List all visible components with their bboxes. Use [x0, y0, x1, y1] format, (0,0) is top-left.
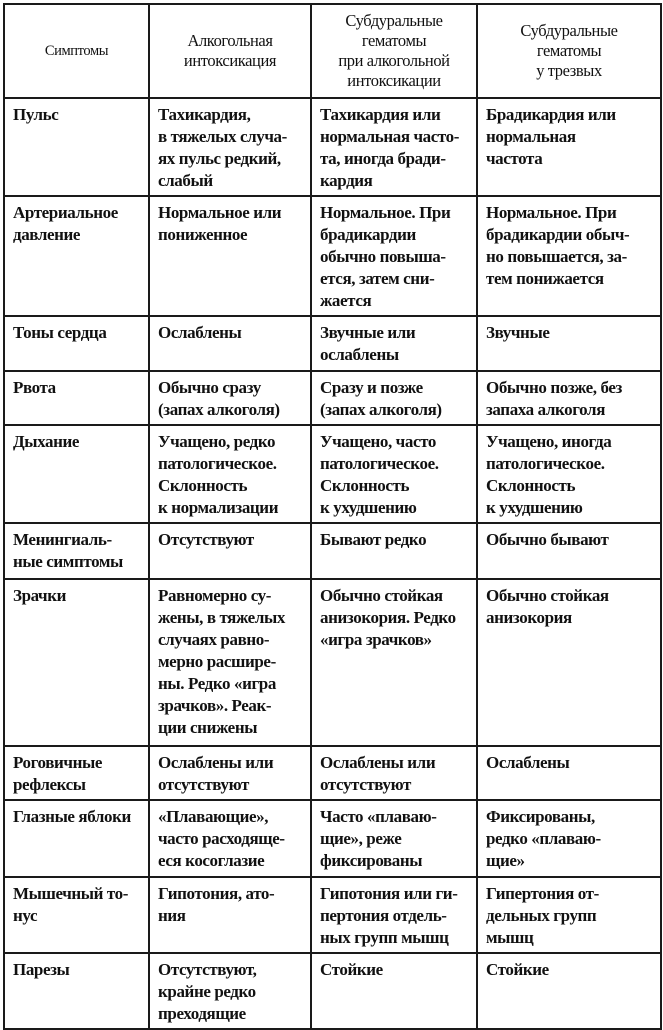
- header-subdural-alcohol: Субдуральные гематомы при алкогольной интоксикации: [311, 4, 477, 98]
- alcohol-cell: Равномерно су- жены, в тяжелых случаях равно- мерно расшире- ны. Редко «игра зрачков». Реак- ции снижены: [149, 579, 311, 746]
- subdural-alcohol-cell: Гипотония или ги- пертония отдель- ных групп мышц: [311, 877, 477, 953]
- header-row: [4, 4, 661, 98]
- subdural-alcohol-cell: Звучные или ослаблены: [311, 316, 477, 371]
- subdural-alcohol-cell: Учащено, часто патологическое. Склонность к ухудшению: [311, 425, 477, 523]
- symptom-cell: Роговичные рефлексы: [4, 746, 149, 800]
- symptom-cell: Глазные яблоки: [4, 800, 149, 877]
- subdural-sober-cell: Брадикардия или нормальная частота: [477, 98, 661, 196]
- subdural-sober-cell: Обычно бывают: [477, 523, 661, 579]
- subdural-alcohol-cell: Бывают редко: [311, 523, 477, 579]
- symptom-cell: Парезы: [4, 953, 149, 1029]
- table-row: [4, 800, 661, 877]
- subdural-alcohol-cell: Ослаблены или отсутствуют: [311, 746, 477, 800]
- table-row: [4, 523, 661, 579]
- table-row: [4, 746, 661, 800]
- symptom-cell: Мышечный то- нус: [4, 877, 149, 953]
- subdural-alcohol-cell: Стойкие: [311, 953, 477, 1029]
- alcohol-cell: Отсутствуют, крайне редко преходящие: [149, 953, 311, 1029]
- alcohol-cell: Обычно сразу (запах алкоголя): [149, 371, 311, 425]
- symptom-cell: Менингиаль- ные симптомы: [4, 523, 149, 579]
- alcohol-cell: Ослаблены: [149, 316, 311, 371]
- subdural-alcohol-cell: Нормальное. При брадикардии обычно повыша- ется, затем сни- жается: [311, 196, 477, 316]
- subdural-alcohol-cell: Тахикардия или нормальная часто- та, иногда бради- кардия: [311, 98, 477, 196]
- table-row: [4, 371, 661, 425]
- alcohol-cell: Нормальное или пониженное: [149, 196, 311, 316]
- alcohol-cell: «Плавающие», часто расходяще- еся косоглазие: [149, 800, 311, 877]
- header-subdural-sober: Субдуральные гематомы у трезвых: [477, 4, 661, 98]
- subdural-sober-cell: Стойкие: [477, 953, 661, 1029]
- table-row: [4, 316, 661, 371]
- subdural-sober-cell: Обычно позже, без запаха алкоголя: [477, 371, 661, 425]
- subdural-sober-cell: Обычно стойкая анизокория: [477, 579, 661, 746]
- alcohol-cell: Отсутствуют: [149, 523, 311, 579]
- alcohol-cell: Гипотония, ато- ния: [149, 877, 311, 953]
- symptom-cell: Зрачки: [4, 579, 149, 746]
- table-row: [4, 98, 661, 196]
- symptoms-table: [3, 3, 662, 1030]
- alcohol-cell: Ослаблены или отсутствуют: [149, 746, 311, 800]
- subdural-sober-cell: Фиксированы, редко «плаваю- щие»: [477, 800, 661, 877]
- table-row: [4, 425, 661, 523]
- header-alcohol-intoxication: Алкогольная интоксикация: [149, 4, 311, 98]
- table-row: [4, 953, 661, 1029]
- header-symptoms: Симптомы: [4, 4, 149, 98]
- symptom-cell: Тоны сердца: [4, 316, 149, 371]
- subdural-alcohol-cell: Часто «плаваю- щие», реже фиксированы: [311, 800, 477, 877]
- symptom-cell: Дыхание: [4, 425, 149, 523]
- subdural-alcohol-cell: Сразу и позже (запах алкоголя): [311, 371, 477, 425]
- alcohol-cell: Тахикардия, в тяжелых случа- ях пульс редкий, слабый: [149, 98, 311, 196]
- symptom-cell: Артериальное давление: [4, 196, 149, 316]
- table-row: [4, 877, 661, 953]
- alcohol-cell: Учащено, редко патологическое. Склонность к нормализации: [149, 425, 311, 523]
- table-row: [4, 579, 661, 746]
- subdural-sober-cell: Ослаблены: [477, 746, 661, 800]
- subdural-sober-cell: Звучные: [477, 316, 661, 371]
- subdural-sober-cell: Учащено, иногда патологическое. Склонность к ухудшению: [477, 425, 661, 523]
- subdural-sober-cell: Нормальное. При брадикардии обыч- но повышается, за- тем понижается: [477, 196, 661, 316]
- subdural-sober-cell: Гипертония от- дельных групп мышц: [477, 877, 661, 953]
- symptom-cell: Рвота: [4, 371, 149, 425]
- table-row: [4, 196, 661, 316]
- symptom-cell: Пульс: [4, 98, 149, 196]
- subdural-alcohol-cell: Обычно стойкая анизокория. Редко «игра зрачков»: [311, 579, 477, 746]
